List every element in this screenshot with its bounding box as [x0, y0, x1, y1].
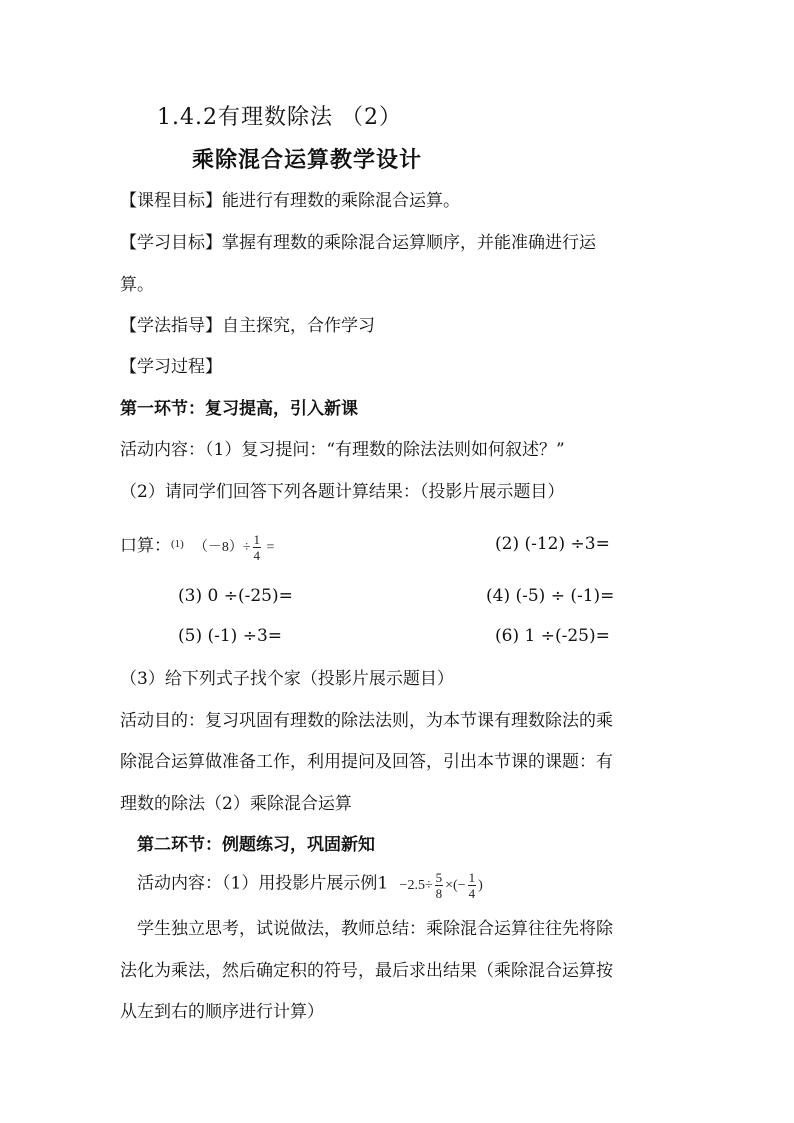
problem2: (2) (-12) ÷3=	[495, 534, 610, 554]
section1-purpose-line2: 除混合运算做准备工作，利用提问及回答，引出本节课的课题：有	[120, 752, 613, 772]
section2-heading: 第二环节：例题练习，巩固新知	[137, 835, 375, 855]
oral-calc-row	[120, 532, 274, 563]
problem6: (6) 1 ÷(-25)=	[495, 626, 610, 646]
example1-expression: −2.5÷ $\frac{5}{8}$ ×(− $\frac{1}{4}$ )	[399, 870, 483, 901]
fraction-one-quarter: $\frac{1}{4}$	[253, 532, 261, 564]
problem3: (3) 0 ÷(-25)=	[178, 586, 293, 606]
section2-think-line1: 学生独立思考，试说做法，教师总结：乘除混合运算往往先将除	[137, 919, 613, 939]
section2-think-line3: 从左到右的顺序进行计算）	[120, 1002, 324, 1022]
method-guide: 【学法指导】自主探究，合作学习	[120, 316, 375, 336]
section1-activity2: （2）请同学们回答下列各题计算结果：（投影片展示题目）	[120, 482, 565, 502]
section2-activity: 活动内容：（1）用投影片展示例1 −2.5÷ $\frac{5}{8}$ ×(− $\frac{1}{4}$ )	[137, 870, 483, 901]
section1-purpose-line3: 理数的除法（2）乘除混合运算	[120, 794, 352, 814]
section1-purpose-line1: 活动目的：复习巩固有理数的除法法则，为本节课有理数除法的乘	[120, 711, 613, 731]
problem4: (4) (-5) ÷ (-1)=	[486, 586, 615, 606]
problem5: (5) (-1) ÷3=	[178, 626, 283, 646]
document-title: 1.4.2有理数除法 （2）	[157, 105, 402, 130]
study-goal-line1: 【学习目标】掌握有理数的乘除混合运算顺序，并能准确进行运	[120, 233, 596, 253]
section1-activity1: 活动内容：（1）复习提问：“有理数的除法法则如何叙述？”	[120, 440, 565, 460]
process-heading: 【学习过程】	[120, 357, 222, 377]
problem1: $^{(1)}$ （－8）÷ $\frac{1}{4}$ =	[171, 532, 275, 564]
oral-calc-label: 口算：	[120, 536, 171, 556]
section1-activity3: （3）给下列式子找个家（投影片展示题目）	[120, 669, 454, 689]
course-goal: 【课程目标】能进行有理数的乘除混合运算。	[120, 191, 460, 211]
study-goal-line2: 算。	[120, 275, 154, 295]
section2-think-line2: 法化为乘法，然后确定积的符号，最后求出结果（乘除混合运算按	[120, 961, 613, 981]
section1-heading: 第一环节：复习提高，引入新课	[120, 399, 358, 419]
document-subtitle: 乘除混合运算教学设计	[192, 147, 423, 173]
